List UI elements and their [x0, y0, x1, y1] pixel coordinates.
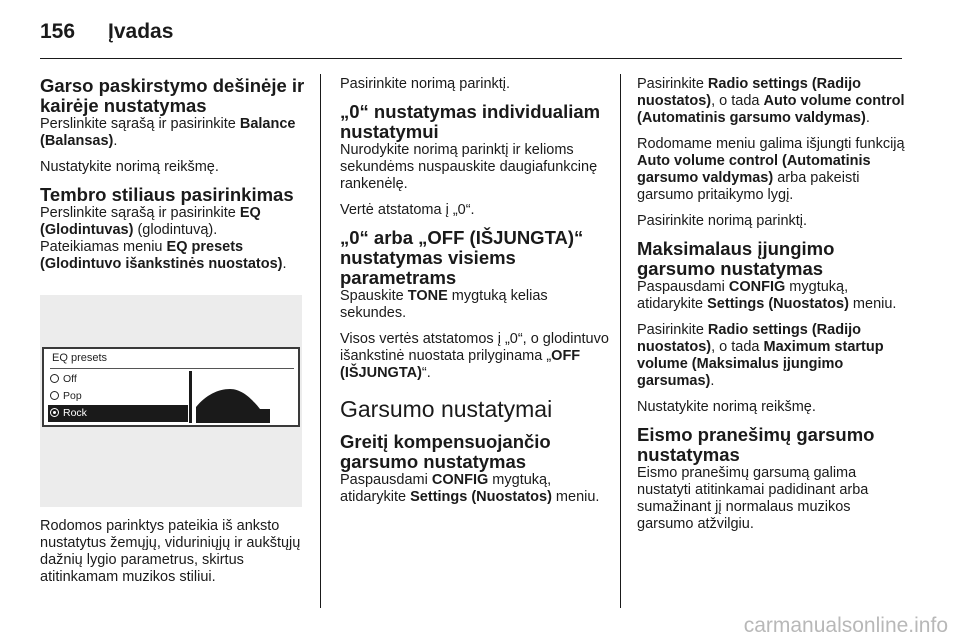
- heading-zero-off-all: „0“ arba „OFF (IŠJUNGTA)“ nustatymas visiems parametrams: [340, 227, 584, 288]
- preset-item-off[interactable]: Off: [48, 371, 188, 388]
- paragraph-rock-description: Rodomos parinktys pateikia iš anksto nustatytus žemųjų, viduriniųjų ir aukštųjų dažnių lygio parametrus, skirtus atitinkamam muzikos stiliui.: [40, 518, 301, 585]
- paragraph-reset: Vertė atstatoma į „0“.: [340, 202, 475, 218]
- column-divider-2: [620, 74, 621, 608]
- heading-tone-style: Tembro stiliaus pasirinkimas: [40, 184, 294, 205]
- column-3: [637, 76, 909, 542]
- paragraph-choose: Pasirinkite norimą parinktį.: [340, 76, 511, 92]
- column-1: [40, 76, 308, 282]
- heading-traffic-volume: Eismo pranešimų garsumo nustatymas: [637, 424, 875, 465]
- header-rule: [40, 58, 902, 59]
- screen-rule: [50, 368, 294, 369]
- radio-icon: [50, 391, 59, 400]
- paragraph-balance: Perslinkite sąrašą ir pasirinkite Balance (Balansas).: [40, 116, 296, 149]
- watermark-text: carmanualsonline.info: [743, 614, 948, 637]
- paragraph-choose-option: Pasirinkite norimą parinktį.: [637, 213, 808, 229]
- radio-selected-icon: [50, 408, 59, 417]
- page-number: 156: [40, 20, 76, 43]
- heading-balance: Garso paskirstymo dešinėje ir kairėje nustatymas: [40, 75, 305, 116]
- paragraph-all-reset: Visos vertės atstatomos į „0“, o glodintuvo išankstinė nuostata prilyginama „OFF (IŠJUNGTA)“.: [340, 331, 609, 381]
- paragraph-traffic: Eismo pranešimų garsumą galima nustatyti atitinkamai padidinant arba sumažinant jį normalaus muzikos garsumo atžvilgiu.: [637, 465, 869, 532]
- paragraph-config: Paspausdami CONFIG mygtuką, atidarykite Settings (Nuostatos) meniu.: [637, 279, 897, 312]
- heading-max-startup-volume: Maksimalaus įjungimo garsumo nustatymas: [637, 238, 835, 279]
- paragraph-radio-settings-2: Pasirinkite Radio settings (Radijo nuostatos), o tada Maximum startup volume (Maksimalus įjungimo garsumas).: [637, 322, 884, 389]
- paragraph-auto-volume: Rodomame meniu galima išjungti funkciją Auto volume control (Automatinis garsumo valdymas) arba pakeisti garsumo pritaikymo lygį.: [637, 136, 905, 203]
- eq-presets-screen: [42, 347, 300, 427]
- column-2: [340, 76, 612, 515]
- screen-title: EQ presets: [52, 352, 108, 364]
- paragraph-tone-button: Spauskite TONE mygtuką kelias sekundes.: [340, 288, 548, 321]
- column-1-bottom: [40, 518, 310, 595]
- paragraph-set-value: Nustatykite norimą reikšmę.: [40, 159, 219, 175]
- paragraph-tone: Perslinkite sąrašą ir pasirinkite EQ (Glodintuvas) (glodintuvą). Pateikiamas meniu EQ presets (Glodintuvo išankstinės nuostatos).: [40, 205, 287, 272]
- paragraph-radio-settings-1: Pasirinkite Radio settings (Radijo nuostatos), o tada Auto volume control (Automatinis garsumo valdymas).: [637, 76, 905, 126]
- eq-curve-icon: [196, 375, 292, 423]
- heading-volume-settings: Garsumo nustatymai: [340, 396, 553, 422]
- heading-zero-individual: „0“ nustatymas individualiam nustatymui: [340, 101, 601, 142]
- screen-separator: [189, 371, 192, 423]
- eq-presets-figure: [40, 295, 302, 507]
- paragraph-speed: Paspausdami CONFIG mygtuką, atidarykite Settings (Nuostatos) meniu.: [340, 472, 600, 505]
- heading-speed-compensated: Greitį kompensuojančio garsumo nustatymas: [340, 431, 551, 472]
- section-title: Įvadas: [108, 20, 174, 43]
- paragraph-zero: Nurodykite norimą parinktį ir kelioms sekundėms nuspauskite daugiafunkcinę rankenėlę.: [340, 142, 598, 192]
- paragraph-set-value-2: Nustatykite norimą reikšmę.: [637, 399, 816, 415]
- preset-item-pop[interactable]: Pop: [48, 388, 188, 405]
- preset-item-rock[interactable]: Rock: [48, 405, 188, 422]
- radio-icon: [50, 374, 59, 383]
- column-divider-1: [320, 74, 321, 608]
- preset-list: [48, 371, 188, 422]
